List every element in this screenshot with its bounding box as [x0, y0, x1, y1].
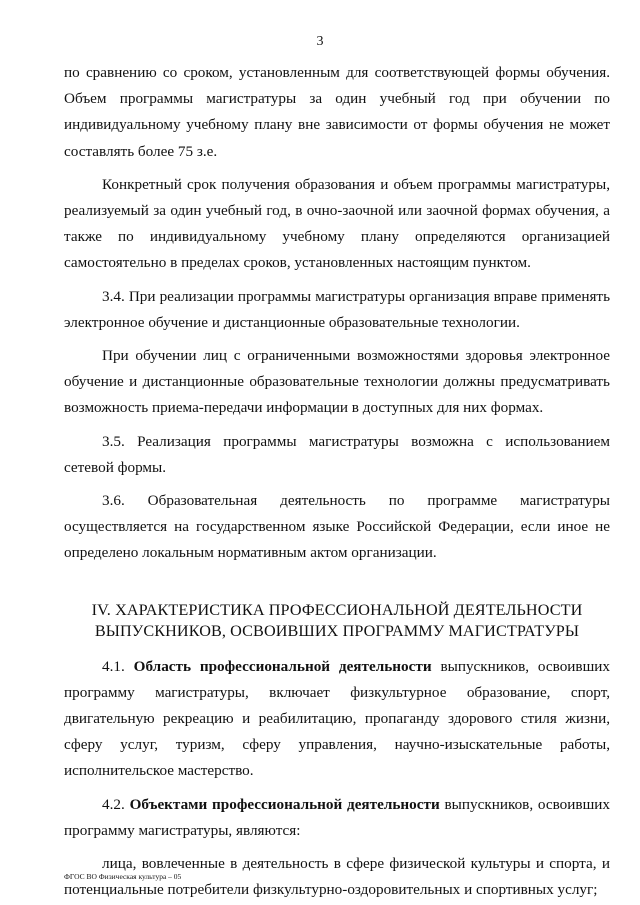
- footer-label: ФГОС ВО Физическая культура – 05: [64, 872, 182, 881]
- section-heading: [64, 600, 610, 642]
- paragraph-3-4: 3.4. При реализации программы магистратуры организация вправе применять электронное обучение и дистанционные образовательные технологии.: [64, 287, 610, 331]
- paragraph-4-2-number: 4.2.: [102, 795, 125, 813]
- paragraph-3-6: 3.6. Образовательная деятельность по программе магистратуры осуществляется на государственном языке Российской Федерации, если иное не определено локальным нормативным актом организации.: [64, 492, 610, 562]
- paragraph-continuation: по сравнению со сроком, установленным для соответствующей формы обучения. Объем программы магистратуры за один учебный год при обучении по индивидуальному учебному плану вне зависимости от формы обучения не может составлять более 75 з.е.: [64, 64, 610, 160]
- paragraph-4-1-number: 4.1.: [102, 657, 125, 675]
- section-heading-line-1: IV. ХАРАКТЕРИСТИКА ПРОФЕССИОНАЛЬНОЙ ДЕЯТЕЛЬНОСТИ: [91, 600, 583, 619]
- paragraph-3-5: 3.5. Реализация программы магистратуры возможна с использованием сетевой формы.: [64, 432, 610, 476]
- page-number: 3: [316, 34, 324, 49]
- paragraph-4-1: [64, 654, 610, 785]
- paragraph-4-1-term: Область профессиональной деятельности: [133, 657, 432, 675]
- paragraph-term-details: Конкретный срок получения образования и объем программы магистратуры, реализуемый за один учебный год, в очно-заочной или заочной формах обучения, а также по индивидуальному учебному плану определяются организацией самостоятельно в пределах сроков, установленных настоящим пунктом.: [64, 175, 610, 272]
- paragraph-4-2-term: Объектами профессиональной деятельности: [129, 795, 440, 813]
- section-heading-line-2: ВЫПУСКНИКОВ, ОСВОИВШИХ ПРОГРАММУ МАГИСТРАТУРЫ: [94, 621, 580, 640]
- paragraph-4-2: [64, 792, 610, 844]
- paragraph-objects-list-item: лица, вовлеченные в деятельность в сфере физической культуры и спорта, и потенциальные потребители физкультурно-оздоровительных и спортивных услуг;: [64, 855, 610, 899]
- paragraph-4-1-text: выпускников, освоивших программу магистратуры, включает физкультурное образование, спорт, двигательную рекреацию и реабилитацию, пропаганду здорового стиля жизни, сферу услуг, туризм, сферу управления, научно-изыскательные работы, исполнительское мастерство.: [64, 657, 611, 780]
- paragraph-4-2-text: выпускников, освоивших программу магистратуры, являются:: [64, 795, 610, 839]
- document-body: [64, 60, 610, 903]
- paragraph-disabilities: При обучении лиц с ограниченными возможностями здоровья электронное обучение и дистанционные образовательные технологии должны предусматривать возможность приема-передачи информации в доступных для них формах.: [64, 347, 610, 417]
